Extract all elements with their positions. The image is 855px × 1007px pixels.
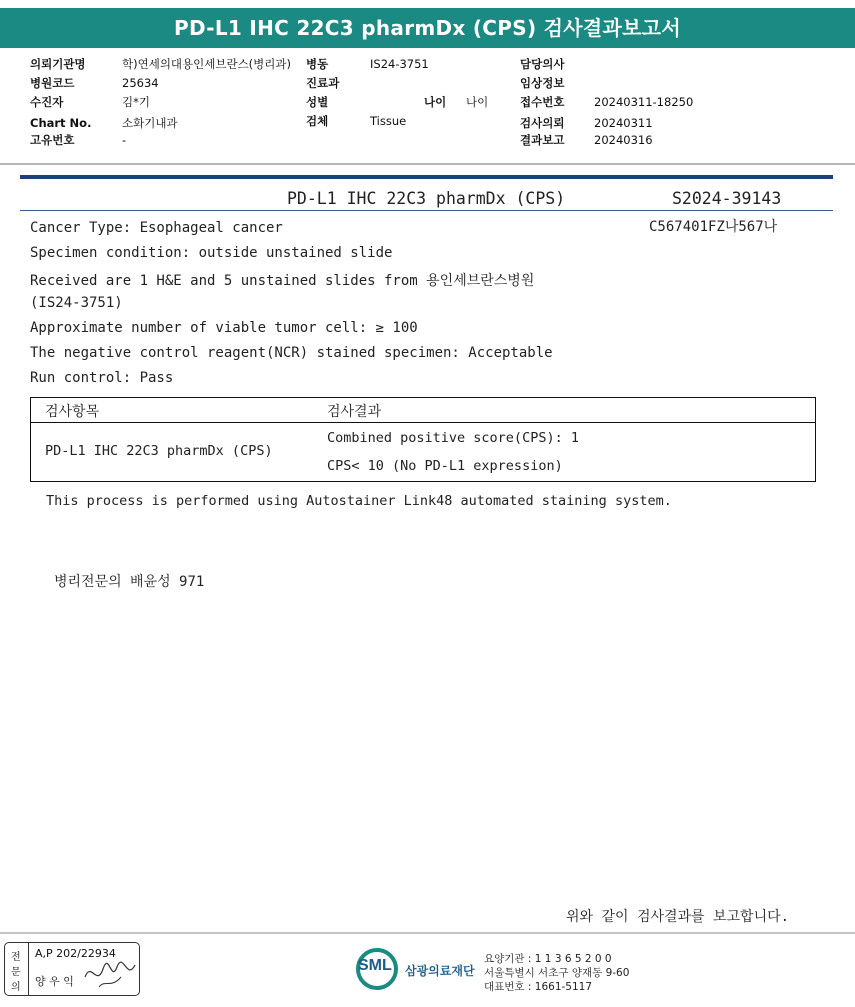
chart-no-label: Chart No. bbox=[30, 116, 92, 130]
sample-code: C567401FZ나567나 bbox=[649, 219, 778, 235]
unique-no-value: - bbox=[122, 133, 127, 147]
stamp-side-panel bbox=[5, 943, 29, 995]
specimen-value: Tissue bbox=[370, 114, 407, 128]
finding-line: Cancer Type: Esophageal cancer bbox=[30, 220, 283, 236]
unique-no-label: 고유번호 bbox=[30, 133, 75, 147]
col-header-result: 검사결과 bbox=[327, 404, 382, 420]
chart-no-value: 소화기내과 bbox=[122, 116, 178, 130]
table-result-line1: Combined positive score(CPS): 1 bbox=[327, 430, 579, 446]
institution-code: 요양기관 : 1 1 3 6 5 2 0 0 bbox=[484, 953, 612, 965]
finding-line: (IS24-3751) bbox=[30, 295, 123, 311]
stamp-side-char: 전 bbox=[11, 952, 21, 963]
clinical-info-label: 임상정보 bbox=[520, 76, 565, 90]
specimen-label: 검체 bbox=[306, 114, 329, 128]
test-name: PD-L1 IHC 22C3 pharmDx (CPS) bbox=[287, 189, 566, 208]
table-header-row bbox=[31, 398, 815, 423]
stamp-side-char: 의 bbox=[11, 982, 21, 993]
report-date-label: 결과보고 bbox=[520, 133, 565, 147]
report-title: PD-L1 IHC 22C3 pharmDx (CPS) 검사결과보고서 bbox=[0, 8, 855, 48]
finding-line: The negative control reagent(NCR) stained specimen: Acceptable bbox=[30, 345, 553, 361]
pathologist-line: 병리전문의 배윤성 971 bbox=[54, 574, 205, 590]
age-label: 나이 bbox=[424, 95, 447, 109]
org-name: 삼광의료재단 bbox=[405, 964, 475, 978]
hospital-code-value: 25634 bbox=[122, 76, 159, 90]
report-title-rule bbox=[20, 210, 833, 211]
request-date-label: 검사의뢰 bbox=[520, 116, 565, 130]
ward-value: IS24-3751 bbox=[370, 57, 429, 71]
finding-line: Received are 1 H&E and 5 unstained slides from 용인세브란스병원 bbox=[30, 273, 535, 289]
table-result-line2: CPS< 10 (No PD-L1 expression) bbox=[327, 458, 563, 474]
hospital-name-value: 학)연세의대용인세브란스(병리과) bbox=[122, 57, 291, 71]
age-value: 나이 bbox=[466, 95, 489, 109]
report-top-rule bbox=[20, 175, 833, 179]
sex-label: 성별 bbox=[306, 95, 329, 109]
stamp-side-char: 문 bbox=[11, 967, 21, 978]
stamp-license: A,P 202/22934 bbox=[35, 947, 116, 960]
phone: 대표번호 : 1661-5117 bbox=[484, 981, 593, 993]
signature-icon bbox=[81, 957, 139, 991]
col-header-item: 검사항목 bbox=[45, 404, 100, 420]
stamp-name: 양 우 익 bbox=[35, 975, 74, 988]
process-note: This process is performed using Autostainer Link48 automated staining system. bbox=[46, 493, 672, 509]
hospital-code-label: 병원코드 bbox=[30, 76, 75, 90]
receipt-no-label: 접수번호 bbox=[520, 95, 565, 109]
header-divider bbox=[0, 163, 855, 165]
report-date-value: 20240316 bbox=[594, 133, 653, 147]
department-label: 진료과 bbox=[306, 76, 340, 90]
address: 서울특별시 서초구 양재동 9-60 bbox=[484, 967, 630, 979]
patient-value: 김*기 bbox=[122, 95, 150, 109]
logo-text: SML bbox=[358, 957, 392, 974]
request-date-value: 20240311 bbox=[594, 116, 653, 130]
finding-line: Specimen condition: outside unstained slide bbox=[30, 245, 393, 261]
result-table bbox=[30, 397, 816, 482]
finding-line: Run control: Pass bbox=[30, 370, 174, 386]
footer-divider bbox=[0, 932, 855, 934]
receipt-no-value: 20240311-18250 bbox=[594, 95, 694, 109]
report-number: S2024-39143 bbox=[672, 189, 782, 208]
patient-label: 수진자 bbox=[30, 95, 64, 109]
pathologist-stamp bbox=[4, 942, 140, 996]
table-item-cell: PD-L1 IHC 22C3 pharmDx (CPS) bbox=[45, 443, 273, 459]
finding-line: Approximate number of viable tumor cell: ≥ 100 bbox=[30, 320, 418, 336]
hospital-name-label: 의뢰기관명 bbox=[30, 57, 86, 71]
physician-label: 담당의사 bbox=[520, 57, 565, 71]
closing-statement: 위와 같이 검사결과를 보고합니다. bbox=[566, 909, 790, 925]
ward-label: 병동 bbox=[306, 57, 329, 71]
